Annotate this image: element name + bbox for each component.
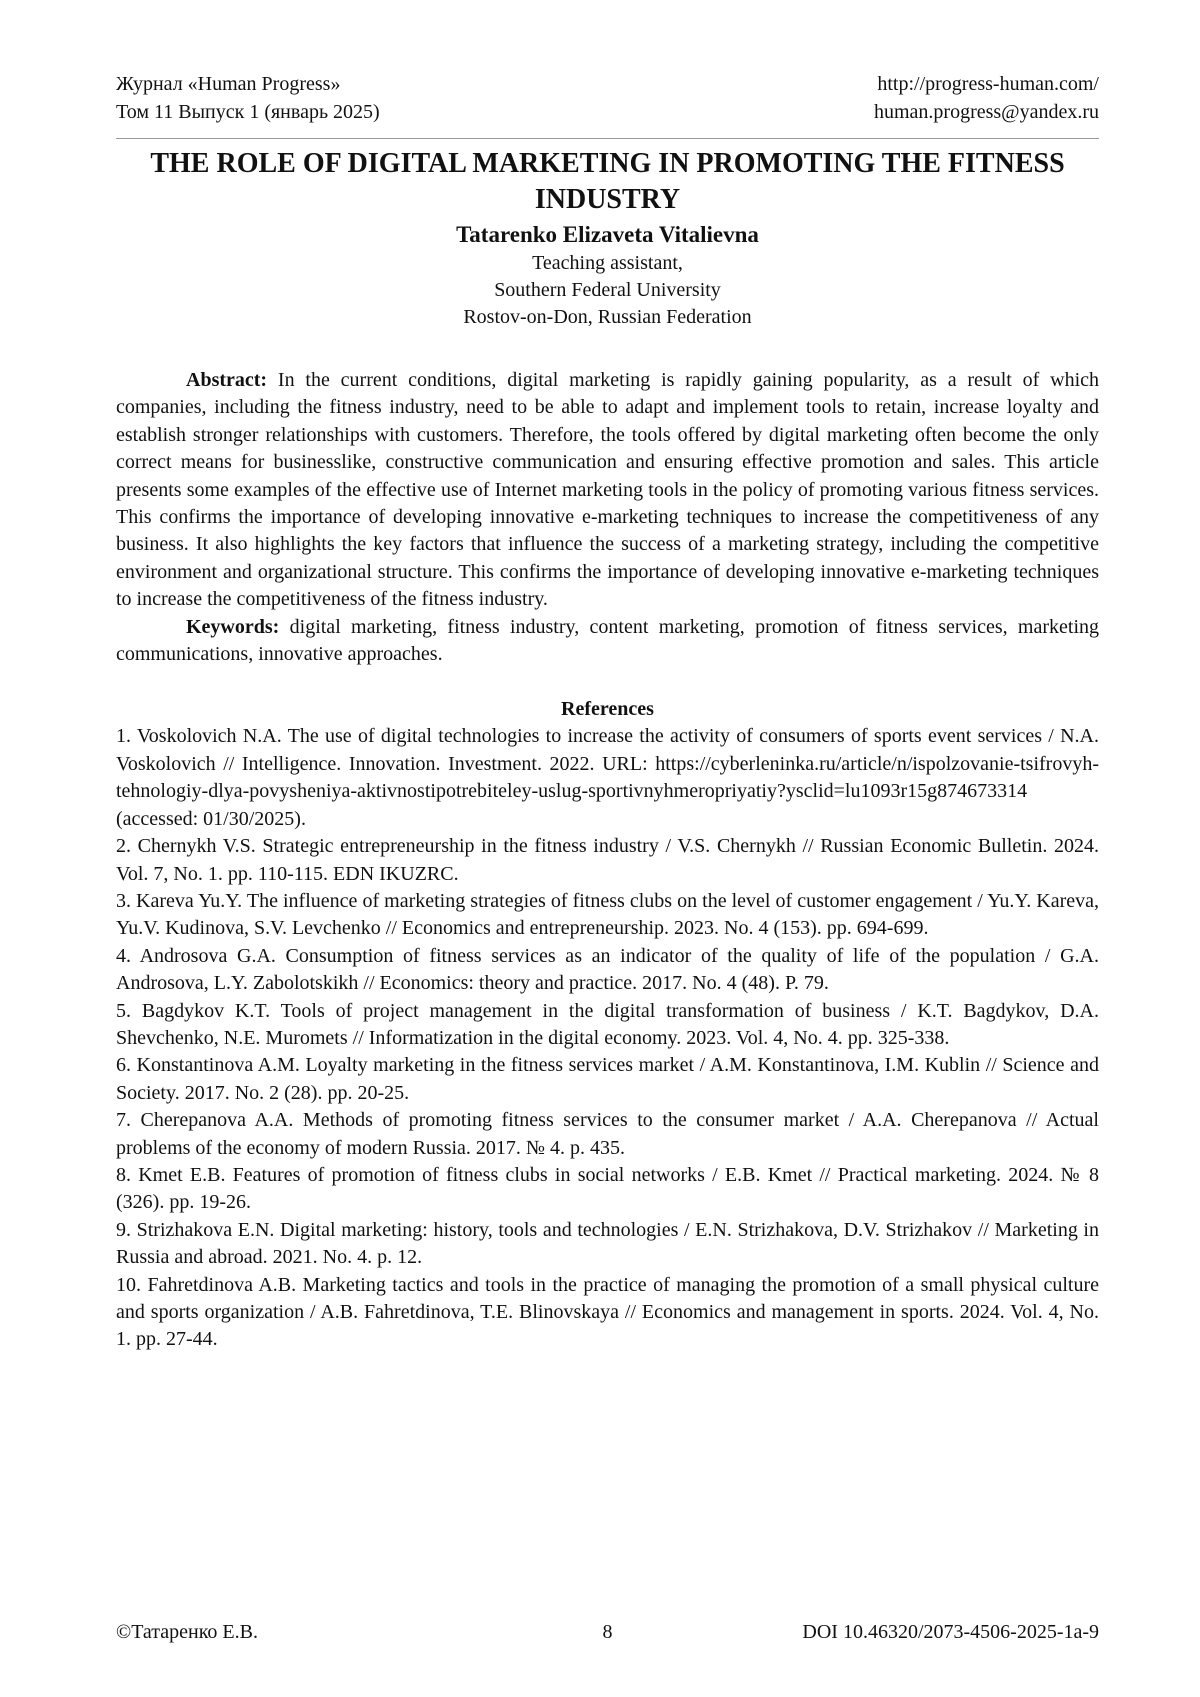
author-position: Teaching assistant, — [532, 252, 683, 274]
page-header — [116, 70, 1099, 126]
references-heading: References — [561, 698, 654, 721]
author-location: Rostov-on-Don, Russian Federation — [463, 306, 752, 328]
reference-item: 10. Fahretdinova A.B. Marketing tactics and tools in the practice of managing the promotion of a small physical culture and sports organization / A.B. Fahretdinova, T.E. Blinovskaya // Economics and management in sports. 2024. Vol. 4, No. 1. pp. 27-44. — [116, 1273, 1099, 1351]
abstract-text: In the current conditions, digital marketing is rapidly gaining popularity, as a result of which companies, including the fitness industry, need to be able to adapt and implement tools to retain, increase loyalty and establish stronger relationships with customers. Therefore, the tools offered by digital marketing often become the only correct means for businesslike, constructive communication and ensuring effective promotion and sales. This article presents some examples of the effective use of Internet marketing tools in the policy of promoting various fitness services. This confirms the importance of developing innovative e-marketing techniques to increase the competitiveness of any business. It also highlights the key factors that influence the success of a marketing strategy, including the competitive environment and organizational structure. This confirms the importance of developing innovative e-marketing techniques to increase the competitiveness of the fitness industry. — [116, 369, 1100, 611]
header-divider — [116, 138, 1099, 139]
abstract-label: Abstract: — [186, 369, 268, 391]
reference-item: 4. Androsova G.A. Consumption of fitness services as an indicator of the quality of life of the population / G.A. Androsova, L.Y. Zabolotskikh // Economics: theory and practice. 2017. No. 4 (48). P. 79. — [116, 944, 1099, 995]
journal-issue: Том 11 Выпуск 1 (январь 2025) — [116, 101, 380, 123]
author-name: Tatarenko Elizaveta Vitalievna — [456, 222, 759, 247]
author-university: Southern Federal University — [494, 279, 721, 301]
keywords-text: digital marketing, fitness industry, content marketing, promotion of fitness services, marketing communications, innovative approaches. — [116, 615, 1099, 666]
reference-item: 5. Bagdykov K.T. Tools of project management in the digital transformation of business / K.T. Bagdykov, D.A. Shevchenko, N.E. Muromets // Informatization in the digital economy. 2023. Vol. 4, No. 4. pp. 325-338. — [116, 999, 1099, 1049]
reference-item: 2. Chernykh V.S. Strategic entrepreneurship in the fitness industry / V.S. Chernykh // Russian Economic Bulletin. 2024. Vol. 7, No. 1. pp. 110-115. EDN IKUZRC. — [116, 835, 1099, 885]
doi-identifier: DOI 10.46320/2073-4506-2025-1a-9 — [802, 1621, 1100, 1643]
reference-item: 8. Kmet E.B. Features of promotion of fitness clubs in social networks / E.B. Kmet // Practical marketing. 2024. № 8 (326). pp. 19-26. — [116, 1163, 1099, 1214]
header-row-1 — [116, 70, 1099, 98]
page-footer — [116, 1618, 1099, 1646]
copyright-notice: ©Татаренко Е.В. — [116, 1621, 258, 1643]
reference-item: 3. Kareva Yu.Y. The influence of marketing strategies of fitness clubs on the level of customer engagement / Yu.Y. Kareva, Yu.V. Kudinova, S.V. Levchenko // Economics and entrepreneurship. 2023. No. 4 (153). pp. 694-699. — [116, 889, 1099, 940]
reference-item: 9. Strizhakova E.N. Digital marketing: history, tools and technologies / E.N. Strizhakova, D.V. Strizhakov // Marketing in Russia and abroad. 2021. No. 4. p. 12. — [116, 1218, 1099, 1269]
reference-item: 6. Konstantinova A.M. Loyalty marketing in the fitness services market / A.M. Konstantinova, I.M. Kublin // Science and Society. 2017. No. 2 (28). pp. 20-25. — [116, 1054, 1099, 1104]
article-title: THE ROLE OF DIGITAL MARKETING IN PROMOTING THE FITNESS INDUSTRY — [150, 148, 1065, 215]
journal-email[interactable]: human.progress@yandex.ru — [873, 101, 1099, 123]
reference-item: 7. Cherepanova A.A. Methods of promoting fitness services to the consumer market / A.A. Cherepanova // Actual problems of the economy of modern Russia. 2017. № 4. p. 435. — [116, 1109, 1099, 1159]
reference-item: 1. Voskolovich N.A. The use of digital technologies to increase the activity of consumers of sports event services / N.A. Voskolovich // Intelligence. Innovation. Investment. 2022. URL: https://cyberleninka.ru/article/n/ispolzovanie-tsifrovyh-tehnologiy-dlya-povysheniya-aktivnostipotrebiteley-uslug-sportivnyhmeropriyatiy?ysclid=lu1093r15g874673314 (accessed: 01/30/2025). — [116, 725, 1099, 830]
header-row-2 — [116, 98, 1099, 126]
references-list — [116, 723, 1099, 1353]
page-number: 8 — [602, 1621, 613, 1643]
journal-url[interactable]: http://progress-human.com/ — [877, 73, 1099, 95]
keywords-label: Keywords: — [186, 615, 280, 638]
journal-name: Журнал «Human Progress» — [116, 73, 341, 95]
keywords-paragraph — [116, 614, 1099, 669]
article-body — [116, 146, 1099, 1354]
abstract-paragraph — [116, 367, 1099, 614]
